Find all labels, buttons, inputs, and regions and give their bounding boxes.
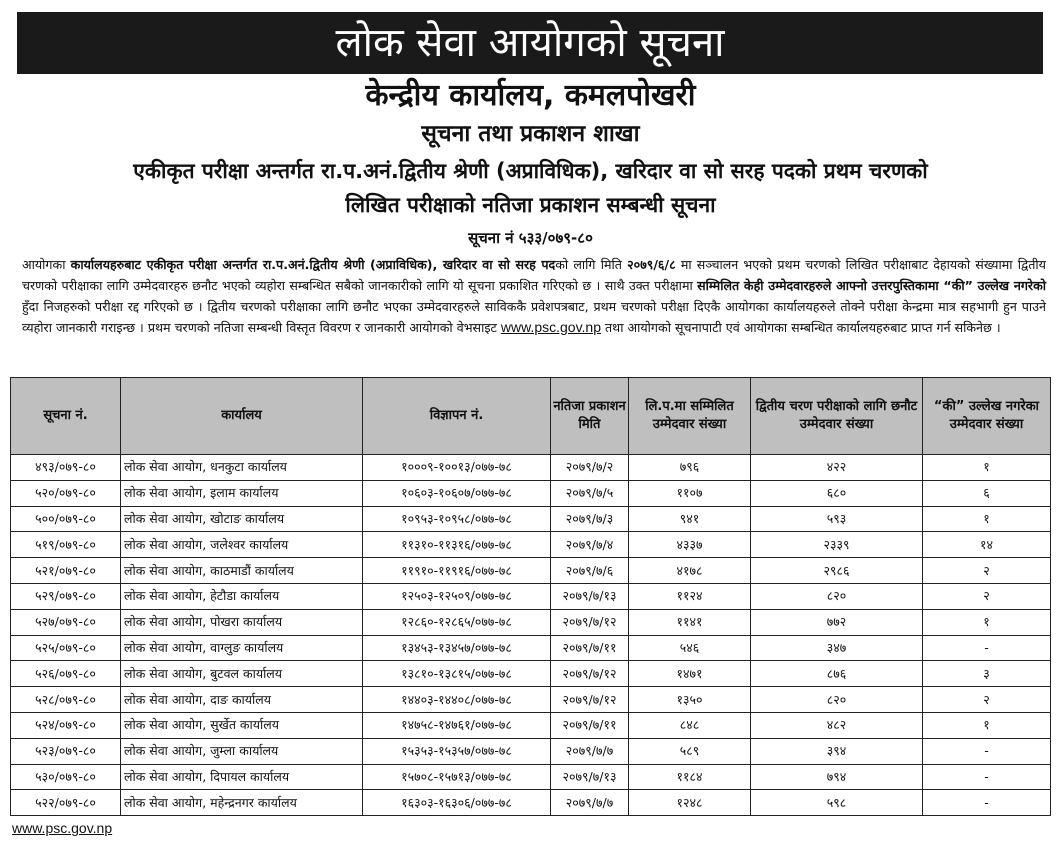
- cell-appeared-count: १३५०: [629, 687, 751, 713]
- cell-no-key-count: १: [923, 455, 1051, 481]
- cell-appeared-count: ५८९: [629, 738, 751, 764]
- cell-result-date: २०७९/७/६: [551, 558, 629, 584]
- cell-office: लोक सेवा आयोग, हेटौडा कार्यालय: [121, 583, 363, 609]
- cell-appeared-count: ११८४: [629, 764, 751, 790]
- cell-result-date: २०७९/७/११: [551, 712, 629, 738]
- cell-selected-count: ५९३: [751, 506, 923, 532]
- title-line-2: लिखित परीक्षाको नतिजा प्रकाशन सम्बन्धी सूचना: [345, 193, 716, 217]
- notice-paragraph: [22, 254, 1046, 338]
- cell-no-key-count: -: [923, 790, 1051, 816]
- cell-no-key-count: ३: [923, 661, 1051, 687]
- cell-result-date: २०७९/७/१२: [551, 609, 629, 635]
- table-row: [11, 609, 1051, 635]
- para-bold-1: कार्यालयहरुबाट एकीकृत परीक्षा अन्तर्गत रा.प.अनं.द्वितीय श्रेणी (अप्राविधिक), खरिदार वा सो सरह पद: [70, 257, 556, 272]
- cell-notice-no: ५२१/०७९-८०: [11, 558, 121, 584]
- table-header-row: [11, 378, 1051, 455]
- cell-office: लोक सेवा आयोग, जुम्ला कार्यालय: [121, 738, 363, 764]
- cell-advert-no: १४४०३-१४४०८/०७७-७८: [363, 687, 551, 713]
- cell-no-key-count: १४: [923, 532, 1051, 558]
- footer-website-link[interactable]: www.psc.gov.np: [12, 820, 113, 836]
- para-bold-date: २०७९/६/८: [627, 257, 676, 272]
- cell-result-date: २०७९/७/१२: [551, 687, 629, 713]
- cell-office: लोक सेवा आयोग, धनकुटा कार्यालय: [121, 455, 363, 481]
- cell-office: लोक सेवा आयोग, सुर्खेत कार्यालय: [121, 712, 363, 738]
- cell-no-key-count: -: [923, 635, 1051, 661]
- table-row: [11, 455, 1051, 481]
- cell-appeared-count: ११४१: [629, 609, 751, 635]
- table-row: [11, 790, 1051, 816]
- cell-office: लोक सेवा आयोग, वाग्लुङ कार्यालय: [121, 635, 363, 661]
- table-row: [11, 558, 1051, 584]
- table-row: [11, 738, 1051, 764]
- cell-no-key-count: -: [923, 764, 1051, 790]
- cell-result-date: २०७९/७/११: [551, 635, 629, 661]
- cell-selected-count: ७९४: [751, 764, 923, 790]
- cell-office: लोक सेवा आयोग, बुटवल कार्यालय: [121, 661, 363, 687]
- table-body: [11, 455, 1051, 816]
- cell-office: लोक सेवा आयोग, खोटाङ कार्यालय: [121, 506, 363, 532]
- cell-office: लोक सेवा आयोग, इलाम कार्यालय: [121, 480, 363, 506]
- header-appeared-count: लि.प.मा सम्मिलित उम्मेदवार संख्या: [629, 378, 751, 455]
- cell-appeared-count: १४७१: [629, 661, 751, 687]
- cell-appeared-count: ५४६: [629, 635, 751, 661]
- cell-result-date: २०७९/७/५: [551, 480, 629, 506]
- cell-no-key-count: १: [923, 506, 1051, 532]
- cell-result-date: २०७९/७/७: [551, 790, 629, 816]
- office-heading: केन्द्रीय कार्यालय, कमलपोखरी: [365, 78, 696, 113]
- cell-result-date: २०७९/७/१३: [551, 583, 629, 609]
- cell-advert-no: १५७०८-१५७१३/०७७-७८: [363, 764, 551, 790]
- cell-selected-count: ८७६: [751, 661, 923, 687]
- cell-advert-no: १६३०३-१६३०६/०७७-७८: [363, 790, 551, 816]
- cell-result-date: २०७९/७/७: [551, 738, 629, 764]
- cell-appeared-count: १२४८: [629, 790, 751, 816]
- cell-selected-count: ७७२: [751, 609, 923, 635]
- cell-appeared-count: ११०७: [629, 480, 751, 506]
- cell-advert-no: १०६०३-१०६०७/०७७-७८: [363, 480, 551, 506]
- header-notice-no: सूचना नं.: [11, 378, 121, 455]
- cell-advert-no: १४७५८-१४७६१/०७७-७८: [363, 712, 551, 738]
- cell-advert-no: ११९१०-११९१६/०७७-७८: [363, 558, 551, 584]
- header-office: कार्यालय: [121, 378, 363, 455]
- notice-number: सूचना नं ५३३/०७९-८०: [468, 229, 593, 247]
- cell-no-key-count: ६: [923, 480, 1051, 506]
- cell-no-key-count: १: [923, 609, 1051, 635]
- cell-no-key-count: २: [923, 687, 1051, 713]
- table-row: [11, 687, 1051, 713]
- cell-advert-no: १०००९-१००१३/०७७-७८: [363, 455, 551, 481]
- header-advert-no: विज्ञापन नं.: [363, 378, 551, 455]
- cell-selected-count: ८२०: [751, 687, 923, 713]
- para-text-3: मा सञ्चालन भएको प्रथम चरणको लिखित परीक्षाबाट देहायको संख्यामा द्वितीय चरणको परीक्षाका लागि उम्मेदवारहरु छनौट भएको व्यहोरा सम्बन्धित सबैको जानकारीको लागि यो सूचना प्रकाशित गरिएको छ । साथै उक्त परीक्षामा: [22, 257, 1046, 293]
- cell-office: लोक सेवा आयोग, दिपायल कार्यालय: [121, 764, 363, 790]
- cell-notice-no: ५२९/०७९-८०: [11, 583, 121, 609]
- table-row: [11, 532, 1051, 558]
- cell-result-date: २०७९/७/१२: [551, 661, 629, 687]
- table-row: [11, 635, 1051, 661]
- para-bold-2: सम्मिलित केही उम्मेदवारहरुले आफ्नो उत्तरपुस्तिकामा “की” उल्लेख नगरेको: [697, 278, 1047, 293]
- cell-advert-no: १०९५३-१०९५८/०७७-७८: [363, 506, 551, 532]
- cell-result-date: २०७९/७/२: [551, 455, 629, 481]
- header-selected-count: द्वितीय चरण परीक्षाको लागि छनौट उम्मेदवार संख्या: [751, 378, 923, 455]
- cell-notice-no: ५२०/०७९-८०: [11, 480, 121, 506]
- cell-notice-no: ५२२/०७९-८०: [11, 790, 121, 816]
- cell-appeared-count: ८४८: [629, 712, 751, 738]
- table-row: [11, 583, 1051, 609]
- table-row: [11, 712, 1051, 738]
- cell-notice-no: ५२५/०७९-८०: [11, 635, 121, 661]
- title-line-1: एकीकृत परीक्षा अन्तर्गत रा.प.अनं.द्वितीय श्रेणी (अप्राविधिक), खरिदार वा सो सरह पदको प्रथम चरणको: [133, 159, 928, 183]
- website-link[interactable]: www.psc.gov.np: [500, 319, 601, 335]
- cell-selected-count: ५९८: [751, 790, 923, 816]
- cell-result-date: २०७९/७/३: [551, 506, 629, 532]
- para-text-5: तथा आयोगको सूचनापाटी एवं आयोगका सम्बन्धित कार्यालयहरुबाट प्राप्त गर्न सकिनेछ ।: [601, 320, 1001, 335]
- results-table: [10, 377, 1051, 816]
- cell-selected-count: २३३९: [751, 532, 923, 558]
- cell-notice-no: ५२८/०७९-८०: [11, 687, 121, 713]
- table-row: [11, 506, 1051, 532]
- cell-office: लोक सेवा आयोग, महेन्द्रनगर कार्यालय: [121, 790, 363, 816]
- header-no-key-count: “की” उल्लेख नगरेका उम्मेदवार संख्या: [923, 378, 1051, 455]
- cell-selected-count: ३९४: [751, 738, 923, 764]
- cell-notice-no: ५२७/०७९-८०: [11, 609, 121, 635]
- cell-no-key-count: २: [923, 558, 1051, 584]
- header-result-date: नतिजा प्रकाशन मिति: [551, 378, 629, 455]
- cell-notice-no: ५३०/०७९-८०: [11, 764, 121, 790]
- cell-no-key-count: १: [923, 712, 1051, 738]
- cell-advert-no: ११३१०-११३१६/०७७-७८: [363, 532, 551, 558]
- cell-office: लोक सेवा आयोग, जलेश्वर कार्यालय: [121, 532, 363, 558]
- cell-no-key-count: -: [923, 738, 1051, 764]
- para-text-2: को लागि मिति: [555, 257, 628, 272]
- cell-selected-count: ६८०: [751, 480, 923, 506]
- table-row: [11, 480, 1051, 506]
- cell-office: लोक सेवा आयोग, काठमाडौं कार्यालय: [121, 558, 363, 584]
- cell-advert-no: १५३५३-१५३५७/०७७-७८: [363, 738, 551, 764]
- cell-advert-no: १३४५३-१३४५७/०७७-७८: [363, 635, 551, 661]
- cell-advert-no: १२८६०-१२८६५/०७७-७८: [363, 609, 551, 635]
- cell-notice-no: ५१९/०७९-८०: [11, 532, 121, 558]
- cell-notice-no: ५२६/०७९-८०: [11, 661, 121, 687]
- para-text-1: आयोगका: [22, 257, 71, 272]
- cell-notice-no: ५२३/०७९-८०: [11, 738, 121, 764]
- table-row: [11, 661, 1051, 687]
- cell-selected-count: २९८६: [751, 558, 923, 584]
- cell-selected-count: ४८२: [751, 712, 923, 738]
- cell-office: लोक सेवा आयोग, पोखरा कार्यालय: [121, 609, 363, 635]
- section-heading: सूचना तथा प्रकाशन शाखा: [421, 121, 640, 147]
- cell-office: लोक सेवा आयोग, दाङ कार्यालय: [121, 687, 363, 713]
- cell-appeared-count: ४१७८: [629, 558, 751, 584]
- cell-selected-count: ४२२: [751, 455, 923, 481]
- cell-appeared-count: ४३३७: [629, 532, 751, 558]
- cell-no-key-count: २: [923, 583, 1051, 609]
- cell-appeared-count: ११२४: [629, 583, 751, 609]
- cell-result-date: २०७९/७/४: [551, 532, 629, 558]
- para-text-4: हुँदा निजहरुको परीक्षा रद्द गरिएको छ । द्वितीय चरणको परीक्षाका लागि छनौट भएका उम्मेदवारहरुले साविककै प्रवेशपत्रबाट, प्रथम चरणको परीक्षा दिएकै आयोगका कार्यालयहरुले तोक्ने परीक्षा केन्द्रमा मात्र सहभागी हुन पाउने व्यहोरा जानकारी गराइन्छ । प्रथम चरणको नतिजा सम्बन्धी विस्तृत विवरण र जानकारी आयोगको वेभसाइट: [22, 299, 1046, 335]
- table-row: [11, 764, 1051, 790]
- cell-appeared-count: ७९६: [629, 455, 751, 481]
- cell-advert-no: १२५०३-१२५०९/०७७-७८: [363, 583, 551, 609]
- cell-notice-no: ४९३/०७९-८०: [11, 455, 121, 481]
- cell-appeared-count: ९४१: [629, 506, 751, 532]
- cell-selected-count: ३४७: [751, 635, 923, 661]
- cell-notice-no: ५००/०७९-८०: [11, 506, 121, 532]
- cell-advert-no: १३८१०-१३८१५/०७७-७८: [363, 661, 551, 687]
- cell-notice-no: ५२४/०७९-८०: [11, 712, 121, 738]
- cell-selected-count: ८२०: [751, 583, 923, 609]
- notice-banner: लोक सेवा आयोगको सूचना: [17, 12, 1043, 74]
- cell-result-date: २०७९/७/१३: [551, 764, 629, 790]
